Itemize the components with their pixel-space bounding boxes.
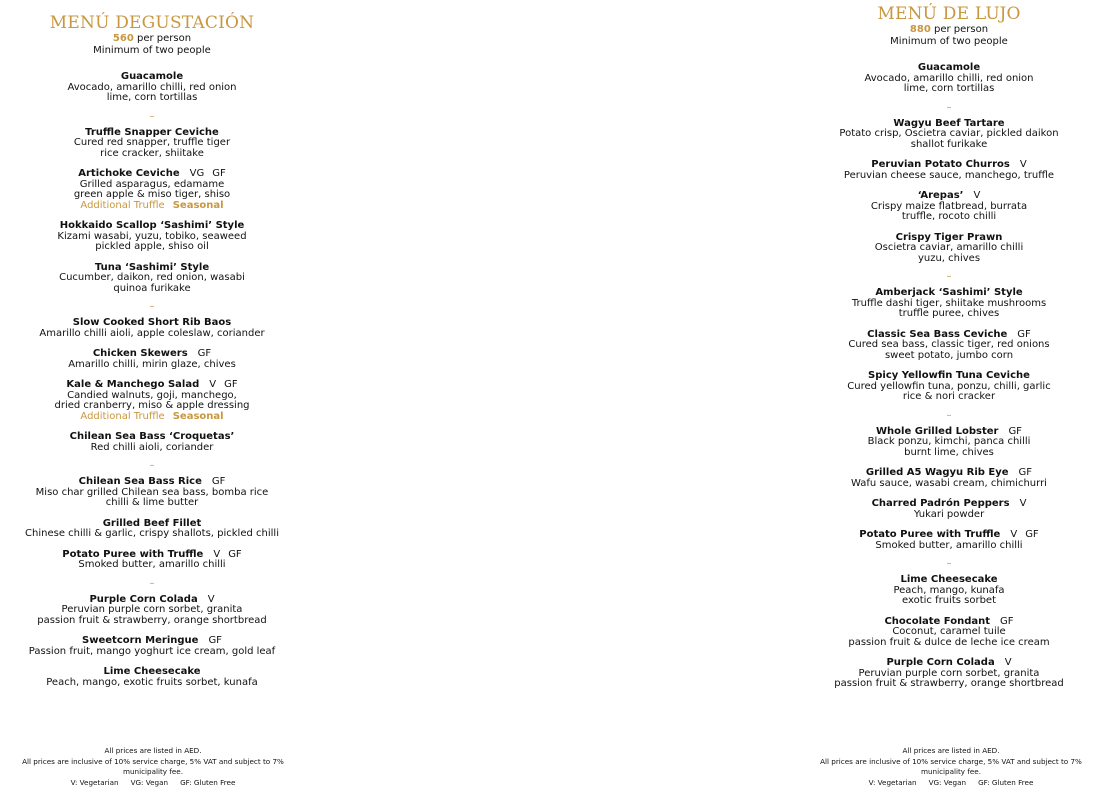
item-name: Grilled Beef Fillet (103, 518, 202, 529)
menu-price: 560 (113, 33, 134, 44)
footer-currency-note: All prices are listed in AED. (798, 746, 1104, 757)
item-description: lime, corn tortillas (0, 93, 304, 104)
menu-item (798, 530, 1100, 551)
item-name: Spicy Yellowfin Tuna Ceviche (868, 370, 1030, 381)
dietary-tag: GF (1025, 529, 1039, 540)
item-description: Grilled asparagus, edamame (0, 180, 304, 191)
item-name-line (0, 72, 304, 83)
item-description: Smoked butter, amarillo chilli (0, 560, 304, 571)
price-suffix: per person (934, 24, 988, 35)
item-description: Crispy maize flatbread, burrata (798, 202, 1100, 213)
item-description: Oscietra caviar, amarillo chilli (798, 243, 1100, 254)
item-name: Chicken Skewers (93, 348, 188, 359)
item-description: exotic fruits sorbet (798, 596, 1100, 607)
item-description: Peruvian cheese sauce, manchego, truffle (798, 171, 1100, 182)
item-description: Candied walnuts, goji, manchego, (0, 391, 304, 402)
item-name-line (0, 169, 304, 180)
menu-item (0, 519, 304, 540)
menu-sections (0, 72, 304, 688)
legend-gluten-free: GF: Gluten Free (978, 778, 1033, 787)
dietary-tag: V (208, 594, 215, 605)
item-name: Purple Corn Colada (886, 657, 994, 668)
item-description: chilli & lime butter (0, 498, 304, 509)
menu-item (0, 380, 304, 422)
item-description: Peach, mango, exotic fruits sorbet, kunafa (0, 678, 304, 689)
dietary-tag: GF (212, 168, 226, 179)
item-name-line (798, 191, 1100, 202)
dietary-tag: V (1005, 657, 1012, 668)
item-description: sweet potato, jumbo corn (798, 351, 1100, 362)
menu-title: MENÚ DE LUJO (798, 5, 1100, 24)
item-description: Kizami wasabi, yuzu, tobiko, seaweed (0, 232, 304, 243)
menu-item (798, 63, 1100, 95)
item-name: Grilled A5 Wagyu Rib Eye (866, 467, 1009, 478)
price-suffix: per person (137, 33, 191, 44)
footer-charges-note: All prices are inclusive of 10% service charge, 5% VAT and subject to 7% municipality fee. (0, 757, 306, 778)
dietary-tag: V (1010, 529, 1017, 540)
item-description: Avocado, amarillo chilli, red onion (798, 74, 1100, 85)
dietary-tag: GF (1017, 329, 1031, 340)
item-description: passion fruit & strawberry, orange shortbread (798, 679, 1100, 690)
menu-item (0, 595, 304, 627)
item-name: Lime Cheesecake (900, 574, 997, 585)
dietary-tag: GF (198, 348, 212, 359)
item-description: Smoked butter, amarillo chilli (798, 541, 1100, 552)
dietary-tag: VG (190, 168, 205, 179)
menu-item (798, 191, 1100, 223)
section-separator: – (0, 577, 304, 591)
item-name: ‘Arepas’ (918, 190, 964, 201)
section-separator: – (798, 101, 1100, 115)
menu-item (798, 617, 1100, 649)
minimum-guests-note: Minimum of two people (798, 36, 1100, 48)
item-name-line (798, 160, 1100, 171)
item-description: rice & nori cracker (798, 392, 1100, 403)
dietary-tag: GF (212, 476, 226, 487)
dietary-tag: V (1020, 159, 1027, 170)
item-name: Guacamole (121, 71, 183, 82)
dietary-legend (798, 778, 1104, 788)
menu-title: MENÚ DEGUSTACIÓN (0, 14, 304, 33)
menu-item (798, 233, 1100, 265)
item-name-line (798, 63, 1100, 74)
item-description: burnt lime, chives (798, 448, 1100, 459)
menu-item (0, 128, 304, 160)
item-name-line (798, 658, 1100, 669)
item-description: Cucumber, daikon, red onion, wasabi (0, 273, 304, 284)
menu-item (0, 432, 304, 453)
menu-item (798, 499, 1100, 520)
item-name: Whole Grilled Lobster (876, 426, 998, 437)
section-separator: – (798, 270, 1100, 284)
dietary-tag: GF (224, 379, 238, 390)
menu-item (798, 119, 1100, 151)
item-description: Red chilli aioli, coriander (0, 443, 304, 454)
menu-item (0, 667, 304, 688)
item-description: quinoa furikake (0, 284, 304, 295)
menu-item (798, 330, 1100, 362)
item-name-line (798, 530, 1100, 541)
item-description: Miso char grilled Chilean sea bass, bomba rice (0, 488, 304, 499)
item-name: Sweetcorn Meringue (82, 635, 198, 646)
item-name: Artichoke Ceviche (78, 168, 179, 179)
item-name-line (798, 499, 1100, 510)
item-description: yuzu, chives (798, 254, 1100, 265)
menu-item (798, 658, 1100, 690)
menu-item (798, 468, 1100, 489)
item-name-line (0, 380, 304, 391)
item-description: lime, corn tortillas (798, 84, 1100, 95)
dietary-tag: V (209, 379, 216, 390)
legend-vegan: VG: Vegan (131, 778, 169, 787)
dietary-tag: GF (1008, 426, 1022, 437)
item-name: Kale & Manchego Salad (66, 379, 199, 390)
lujo-menu-column (798, 5, 1100, 690)
section-separator: – (0, 110, 304, 124)
item-description: Amarillo chilli, mirin glaze, chives (0, 360, 304, 371)
item-name: Chilean Sea Bass ‘Croquetas’ (70, 431, 235, 442)
item-description: Passion fruit, mango yoghurt ice cream, gold leaf (0, 647, 304, 658)
menu-sections (798, 63, 1100, 690)
item-description: green apple & miso tiger, shiso (0, 190, 304, 201)
item-description: Peach, mango, kunafa (798, 586, 1100, 597)
item-name-line (0, 636, 304, 647)
item-description: Black ponzu, kimchi, panca chilli (798, 437, 1100, 448)
item-description: Amarillo chilli aioli, apple coleslaw, coriander (0, 329, 304, 340)
item-name: Chilean Sea Bass Rice (79, 476, 202, 487)
item-description: Cured yellowfin tuna, ponzu, chilli, garlic (798, 382, 1100, 393)
additional-truffle-note (0, 201, 304, 212)
item-name-line (0, 667, 304, 678)
menu-price: 880 (910, 24, 931, 35)
dietary-tag: GF (1000, 616, 1014, 627)
footer-right (798, 746, 1104, 788)
item-name: Peruvian Potato Churros (871, 159, 1010, 170)
item-name-line (0, 318, 304, 329)
item-name-line (0, 477, 304, 488)
item-description: truffle, rocoto chilli (798, 212, 1100, 223)
item-name: Lime Cheesecake (103, 666, 200, 677)
menu-item (798, 288, 1100, 320)
additional-truffle-note (0, 412, 304, 423)
menu-item (0, 318, 304, 339)
section-separator: – (798, 409, 1100, 423)
item-name: Classic Sea Bass Ceviche (867, 329, 1007, 340)
item-description: passion fruit & strawberry, orange shortbread (0, 616, 304, 627)
item-name: Crispy Tiger Prawn (896, 232, 1003, 243)
dietary-tag: V (213, 549, 220, 560)
item-description: Cured red snapper, truffle tiger (0, 138, 304, 149)
item-description: Potato crisp, Oscietra caviar, pickled daikon (798, 129, 1100, 140)
menu-item (0, 169, 304, 211)
legend-vegan: VG: Vegan (929, 778, 967, 787)
menu-item (0, 636, 304, 657)
item-description: Cured sea bass, classic tiger, red onions (798, 340, 1100, 351)
item-description: Peruvian purple corn sorbet, granita (798, 669, 1100, 680)
price-line (0, 33, 304, 45)
item-description: truffle puree, chives (798, 309, 1100, 320)
minimum-guests-note: Minimum of two people (0, 45, 304, 57)
item-name: Purple Corn Colada (89, 594, 197, 605)
footer-currency-note: All prices are listed in AED. (0, 746, 306, 757)
legend-vegetarian: V: Vegetarian (71, 778, 119, 787)
item-name: Truffle Snapper Ceviche (85, 127, 219, 138)
item-description: dried cranberry, miso & apple dressing (0, 401, 304, 412)
item-description: rice cracker, shiitake (0, 149, 304, 160)
degustacion-menu-column (0, 14, 304, 688)
legend-vegetarian: V: Vegetarian (869, 778, 917, 787)
item-description: Chinese chilli & garlic, crispy shallots, pickled chilli (0, 529, 304, 540)
item-name: Wagyu Beef Tartare (893, 118, 1004, 129)
item-description: pickled apple, shiso oil (0, 242, 304, 253)
item-description: passion fruit & dulce de leche ice cream (798, 638, 1100, 649)
item-name-line (0, 349, 304, 360)
item-name-line (0, 221, 304, 232)
menu-item (0, 477, 304, 509)
dietary-tag: GF (1019, 467, 1033, 478)
item-name-line (798, 575, 1100, 586)
item-name: Guacamole (918, 62, 980, 73)
item-name: Charred Padrón Peppers (872, 498, 1010, 509)
item-name: Tuna ‘Sashimi’ Style (95, 262, 209, 273)
dietary-tag: GF (208, 635, 222, 646)
item-name: Amberjack ‘Sashimi’ Style (875, 287, 1022, 298)
menu-item (0, 349, 304, 370)
legend-gluten-free: GF: Gluten Free (180, 778, 235, 787)
menu-item (0, 550, 304, 571)
extra-label: Additional Truffle (80, 411, 164, 422)
item-description: Coconut, caramel tuile (798, 627, 1100, 638)
item-name-line (798, 468, 1100, 479)
extra-label: Additional Truffle (80, 200, 164, 211)
item-description: Avocado, amarillo chilli, red onion (0, 83, 304, 94)
item-description: Yukari powder (798, 510, 1100, 521)
item-description: Truffle dashi tiger, shiitake mushrooms (798, 299, 1100, 310)
menu-item (0, 72, 304, 104)
price-line (798, 24, 1100, 36)
menu-item (798, 575, 1100, 607)
item-description: shallot furikake (798, 140, 1100, 151)
menu-item (0, 263, 304, 295)
menu-item (798, 427, 1100, 459)
footer-charges-note: All prices are inclusive of 10% service charge, 5% VAT and subject to 7% municipality fee. (798, 757, 1104, 778)
item-name-line (798, 288, 1100, 299)
seasonal-label: Seasonal (173, 200, 224, 211)
item-name-line (0, 432, 304, 443)
menu-item (798, 160, 1100, 181)
item-description: Peruvian purple corn sorbet, granita (0, 605, 304, 616)
dietary-legend (0, 778, 306, 788)
item-name: Slow Cooked Short Rib Baos (73, 317, 231, 328)
dietary-tag: GF (228, 549, 242, 560)
seasonal-label: Seasonal (173, 411, 224, 422)
dietary-tag: V (973, 190, 980, 201)
item-name: Chocolate Fondant (884, 616, 990, 627)
dietary-tag: V (1020, 498, 1027, 509)
item-name: Potato Puree with Truffle (62, 549, 203, 560)
item-description: Wafu sauce, wasabi cream, chimichurri (798, 479, 1100, 490)
section-separator: – (0, 459, 304, 473)
item-name: Hokkaido Scallop ‘Sashimi’ Style (60, 220, 245, 231)
menu-item (798, 371, 1100, 403)
item-name-line (798, 371, 1100, 382)
section-separator: – (798, 557, 1100, 571)
item-name: Potato Puree with Truffle (859, 529, 1000, 540)
menu-item (0, 221, 304, 253)
section-separator: – (0, 300, 304, 314)
footer-left (0, 746, 306, 788)
